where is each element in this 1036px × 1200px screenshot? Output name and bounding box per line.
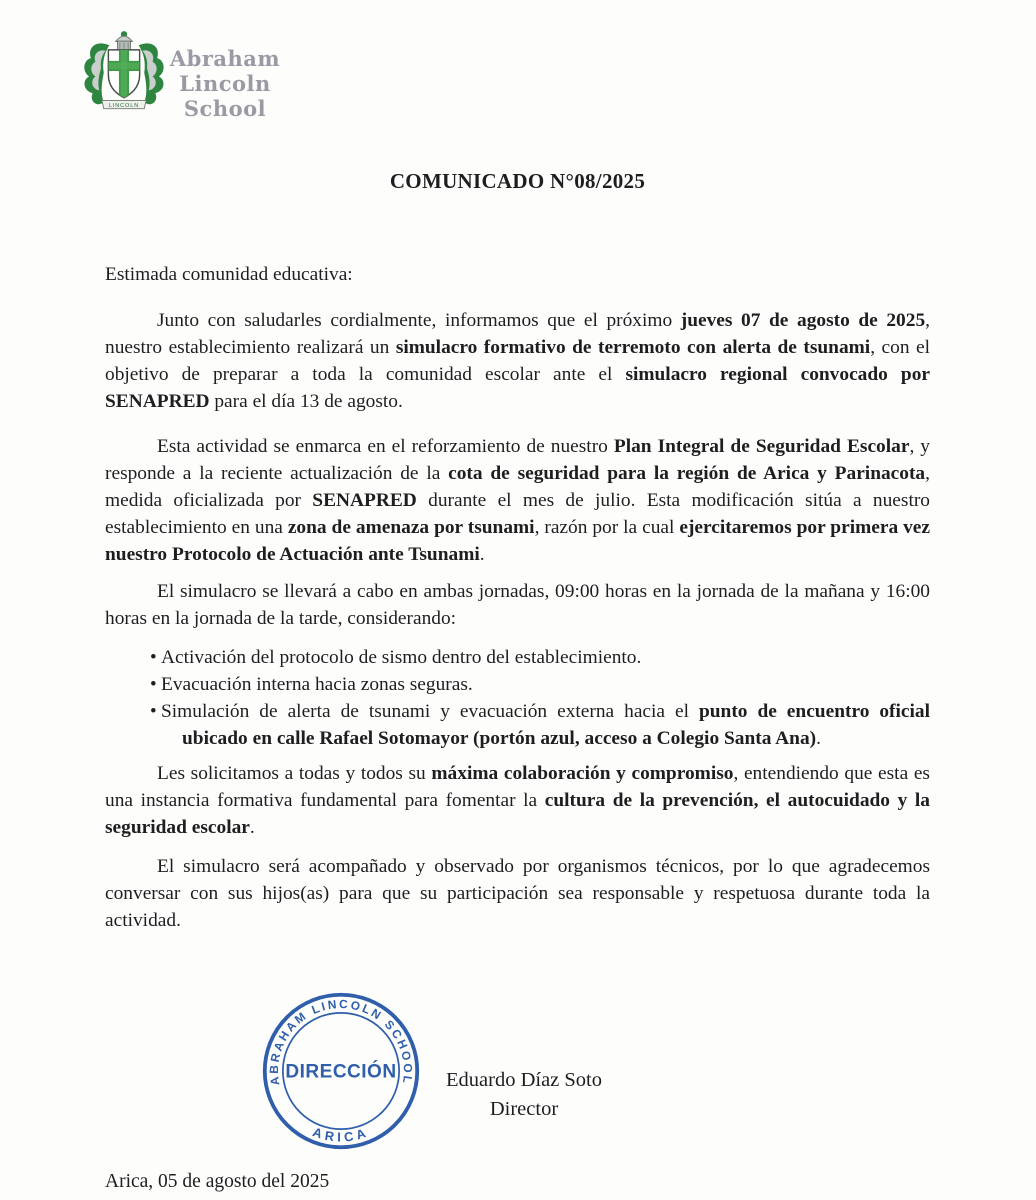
bullet-list [148, 644, 930, 752]
stamp-icon [260, 990, 422, 1152]
school-name-line1: Abraham Lincoln [169, 46, 281, 96]
bullet-item-2: • Evacuación interna hacia zonas seguras. [148, 671, 930, 698]
document-title: COMUNICADO N°08/2025 [389, 169, 646, 193]
paragraph-1: Junto con saludarles cordialmente, informamos que el próximo jueves 07 de agosto de 2025, nuestro establecimiento realizará un simulacro formativo de terremoto con alerta de tsunami, con el objetivo de preparar a toda la comunidad escolar ante el simulacro regional convocado por SENAPRED para el día 13 de agosto. [105, 310, 930, 412]
signer [446, 990, 602, 1152]
paragraph-3: El simulacro se llevará a cabo en ambas jornadas, 09:00 horas en la jornada de la mañana y 16:00 horas en la jornada de la tarde, considerando: [105, 581, 930, 629]
crest-banner-text: LINCOLN [108, 102, 140, 109]
paragraph-4: Les solicitamos a todas y todos su máxima colaboración y compromiso, entendiendo que esta es una instancia formativa fundamental para fomentar la cultura de la prevención, el autocuidado y la seguridad escolar. [105, 763, 930, 838]
paragraph-2: Esta actividad se enmarca en el reforzamiento de nuestro Plan Integral de Seguridad Escolar, y responde a la reciente actualización de la cota de seguridad para la región de Arica y Parinacota, medida oficializada por SENAPRED durante el mes de julio. Esta modificación sitúa a nuestro establecimiento en una zona de amenaza por tsunami, razón por la cual ejercitaremos por primera vez nuestro Protocolo de Actuación ante Tsunami. [105, 436, 930, 565]
signer-title: Director [489, 1098, 559, 1120]
signature-block [260, 990, 930, 1152]
school-name [144, 46, 306, 121]
stamp-arc-bottom-text: ARICA [310, 1124, 372, 1145]
bullet-item-1: • Activación del protocolo de sismo dentro del establecimiento. [148, 644, 930, 671]
date-line: Arica, 05 de agosto del 2025 [105, 1171, 330, 1192]
greeting-line: Estimada comunidad educativa: [105, 264, 353, 285]
stamp-arc-top-text: ABRAHAM LINCOLN SCHOOL [266, 996, 416, 1087]
signer-name: Eduardo Díaz Soto [446, 1069, 602, 1091]
bullet-item-3: • Simulación de alerta de tsunami y evacuación externa hacia el punto de encuentro oficial ubicado en calle Rafael Sotomayor (portón azul, acceso a Colegio Santa Ana). [148, 698, 930, 752]
school-name-line2: School [183, 96, 267, 121]
stamp-center-text: DIRECCIÓN [285, 1061, 397, 1083]
paragraph-5: El simulacro será acompañado y observado por organismos técnicos, por lo que agradecemos conversar con sus hijos(as) para que su participación sea responsable y respetuosa durante toda la actividad. [105, 856, 930, 931]
svg-text:ARICA [311, 1124, 371, 1145]
direction-stamp [260, 990, 422, 1152]
